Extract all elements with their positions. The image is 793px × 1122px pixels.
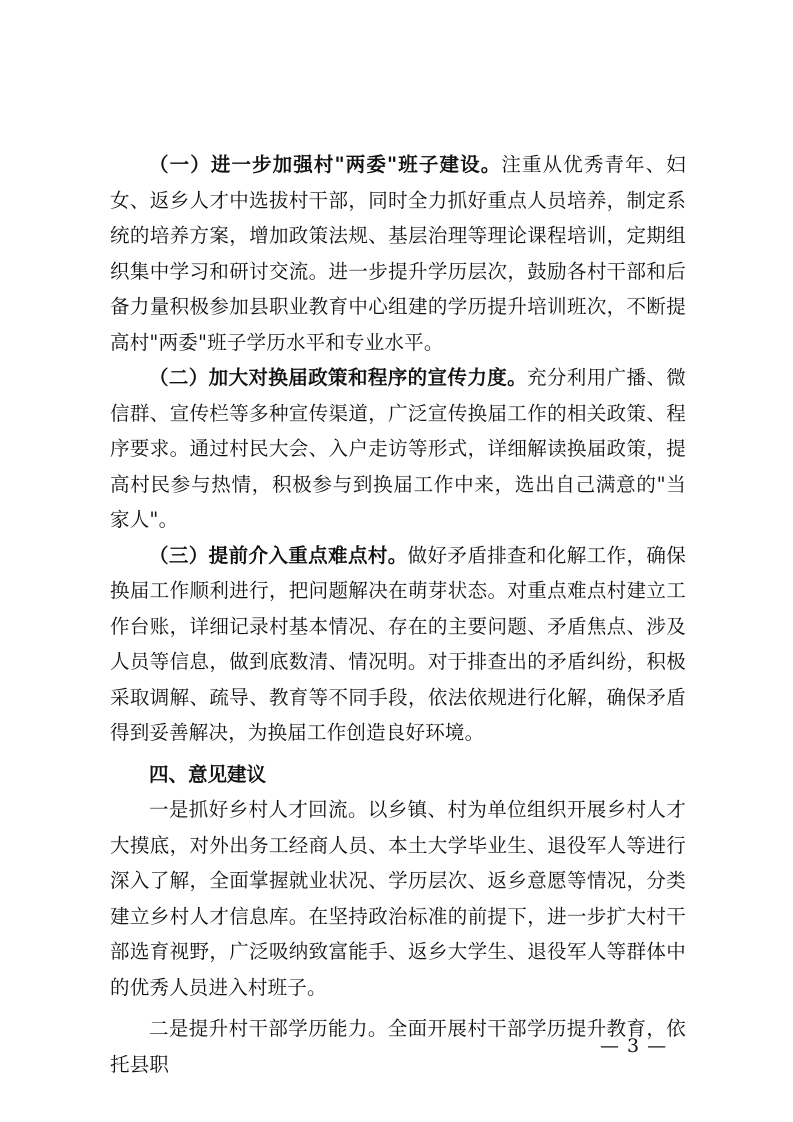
suggestion-paragraph-1	[110, 792, 686, 1005]
section-lead-2: （二）加大对换届政策和程序的宣传力度。	[149, 366, 528, 389]
section-lead-3: （三）提前介入重点难点村。	[149, 543, 408, 567]
suggestion-lead-2: 二是提升村干部学历能力。	[149, 1017, 388, 1040]
section-body-1: 注重从优秀青年、妇女、返乡人才中选拔村干部，同时全力抓好重点人员培养，制定系统的培养方案，增加政策法规、基层治理等理论课程培训，定期组织集中学习和研讨交流。进一步提升学历层次，鼓励各村干部和后备力量积极参加县职业教育中心组建的学历提升培训班次，不断提高村"两委"班子学历水平和专业水平。	[110, 153, 686, 354]
suggestion-body-2: 全面开展村干部学历提升教育，依托县职	[110, 1017, 686, 1076]
section-body-3: 做好矛盾排查和化解工作，确保换届工作顺利进行，把问题解决在萌芽状态。对重点难点村建立工作台账，详细记录村基本情况、存在的主要问题、矛盾焦点、涉及人员等信息，做到底数清、情况明。对于排查出的矛盾纠纷，积极采取调解、疏导、教育等不同手段，依法依规进行化解，确保矛盾得到妥善解决，为换届工作创造良好环境。	[110, 543, 686, 744]
section-paragraph-1	[110, 147, 686, 360]
suggestion-body-1: 以乡镇、村为单位组织开展乡村人才大摸底，对外出务工经商人员、本土大学毕业生、退役军人等进行深入了解，全面掌握就业状况、学历层次、返乡意愿等情况，分类建立乡村人才信息库。在坚持政治标准的前提下，进一步扩大村干部选育视野，广泛吸纳致富能手、返乡大学生、退役军人等群体中的优秀人员进入村班子。	[110, 798, 686, 999]
section-lead-1: （一）进一步加强村"两委"班子建设。	[149, 153, 502, 176]
suggestion-lead-1: 一是抓好乡村人才回流。	[149, 798, 368, 821]
document-body	[110, 147, 686, 1082]
section-body-2: 充分利用广播、微信群、宣传栏等多种宣传渠道，广泛宣传换届工作的相关政策、程序要求。通过村民大会、入户走访等形式，详细解读换届政策，提高村民参与热情，积极参与到换届工作中来，选出自己满意的"当家人"。	[110, 366, 686, 531]
section-paragraph-3	[110, 538, 686, 751]
page-number: — 3 —	[600, 1035, 668, 1057]
section-heading: 四、意见建议	[149, 762, 267, 786]
section-paragraph-2	[110, 360, 686, 538]
